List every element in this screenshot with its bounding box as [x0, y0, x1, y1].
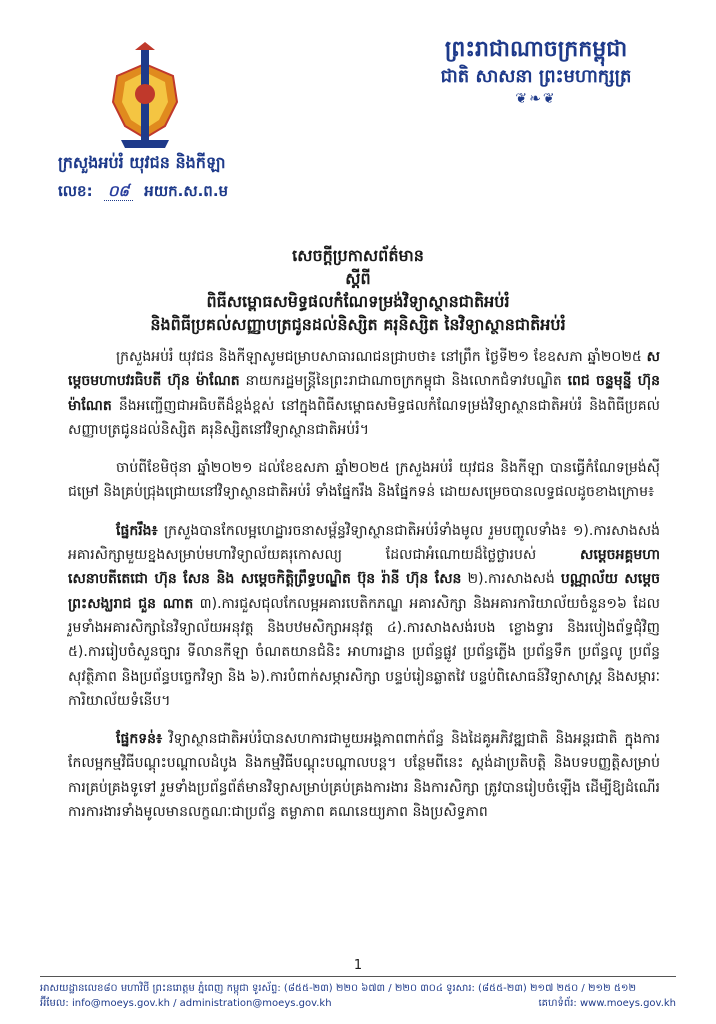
paragraph-1: [68, 345, 660, 442]
ref-suffix: អយក.ស.ព.ម: [144, 182, 229, 200]
title-line-4: និងពិធីប្រគល់សញ្ញាបត្រជូនដល់និស្សិត គរុនិស្សិត នៃវិទ្យាស្ថានជាតិអប់រំ: [150, 315, 566, 334]
p1-bold-a: សម្តេចមហាបវរធិបតី ហ៊ុន ម៉ាណែត: [68, 349, 660, 390]
p3-bold-a: សម្តេចអគ្គមហាសេនាបតីតេជោ ហ៊ុន សែន និង សម្តេចកិត្តិព្រឹទ្ធបណ្ឌិត ប៊ុន រ៉ានី ហ៊ុន សែន: [68, 547, 660, 588]
page-number: 1: [353, 958, 363, 973]
title-line-3: ពិធីសម្ពោធសមិទ្ធផលកំណែទម្រង់វិទ្យាស្ថានជាតិអប់រំ: [206, 292, 510, 311]
email-label: អ៊ីមែល:: [40, 998, 69, 1009]
reference-number: [58, 182, 228, 204]
kingdom-header: [386, 36, 686, 108]
footer-contacts: [40, 996, 676, 1011]
p1-text-c: នឹងអញ្ជើញជាអធិបតីដ៏ខ្ពង់ខ្ពស់ នៅក្នុងពិធីសម្ពោធសមិទ្ធផលកំណែទម្រង់វិទ្យាស្ថានជាតិអប់រំ និងពិធីប្រគល់សញ្ញាបត្រជូនដល់និស្សិត គរុនិស្សិតនៅវិទ្យាស្ថានជាតិអប់រំ។: [68, 397, 660, 438]
paragraph-2: ចាប់ពីខែមិថុនា ឆ្នាំ២០២១ ដល់ខែឧសភា ឆ្នាំ២០២៥ ក្រសួងអប់រំ យុវជន និងកីឡា បានធ្វើកំណែទម្រង់ស៊ីជម្រៅ និងគ្រប់ជ្រុងជ្រោយនៅវិទ្យាស្ថានជាតិអប់រំ ទាំងផ្នែករឹង និងផ្នែកទន់ ដោយសម្រេចបានលទ្ធផលដូចខាងក្រោម៖: [68, 460, 660, 501]
ministry-name: ក្រសួងអប់រំ យុវជន និងកីឡា: [58, 153, 226, 172]
p1-text-b: នាយករដ្ឋមន្ត្រីនៃព្រះរាជាណាចក្រកម្ពុជា និងលោកជំទាវបណ្ឌិត: [239, 373, 568, 390]
footer-address: អាសយដ្ឋានលេខ៨០ មហាវិថី ព្រះនរោត្តម ភ្នំពេញ កម្ពុជា ទូរស័ព្ទ: (៨៥៥-២៣) ២២០ ៦៧៣ / ២២០ ៣០៤ ទូរសារ: (៨៥៥-២៣) ២១៧ ២៥០ / ២១២ ៥១២: [40, 983, 637, 994]
p3-text-c: ៣).ការជួសជុលកែលម្អអគារបេតិកភណ្ឌ អគារសិក្សា និងអគារការិយាល័យចំនួន១៦ ដែលរួមទាំងអគារសិក្សានៃវិទ្យាល័យអនុវត្ត និងបឋមសិក្សាអនុវត្ត ៤).ការសាងសង់របង ខ្លោងទ្វារ និងរបៀងព័ទ្ធជុំវិញ ៥).ការរៀបចំសួនច្បារ ទីលានកីឡា ចំណតយានជំនិះ អាហារដ្ឋាន ប្រព័ន្ធផ្លូវ ប្រព័ន្ធភ្លើង ប្រព័ន្ធទឹក ប្រព័ន្ធលូ ប្រព័ន្ធសុវត្ថិភាព និងប្រព័ន្ធបច្ចេកវិទ្យា និង ៦).ការបំពាក់សម្ភារសិក្សា បន្ទប់រៀនឆ្លាតវៃ បន្ទប់ពិសោធន៍វិទ្យាសាស្ត្រ និងសម្ភារៈការិយាល័យទំនើប។: [68, 595, 660, 709]
web-link[interactable]: www.moeys.gov.kh: [579, 998, 676, 1009]
p4-text-a: វិទ្យាស្ថានជាតិអប់រំបានសហការជាមួយអង្គភាពពាក់ព័ន្ធ និងដៃគូអភិវឌ្ឍជាតិ និងអន្តរជាតិ ក្នុងការកែលម្អកម្មវិធីបណ្តុះបណ្តាលដំបូង និងកម្មវិធីបណ្តុះបណ្តាលបន្ត។ បន្ថែមពីនេះ ស្តង់ដាប្រតិបត្តិ និងបទបញ្ញត្តិសម្រាប់ការគ្រប់គ្រងទូទៅ រួមទាំងប្រព័ន្ធព័ត៌មានវិទ្យាសម្រាប់គ្រប់គ្រងការងារ និងការសិក្សា ត្រូវបានរៀបចំឡើង ដើម្បីឱ្យដំណើរការការងារទាំងមូលមានលក្ខណៈជាប្រព័ន្ធ តម្លាភាព គណនេយ្យភាព និងប្រសិទ្ធភាព: [68, 731, 660, 821]
kingdom-motto: ជាតិ សាសនា ព្រះមហាក្សត្រ: [440, 66, 632, 87]
ornament-divider: ❦❧❦: [515, 91, 557, 107]
paragraph-4: [68, 727, 660, 824]
paragraph-3: [68, 519, 660, 713]
p1-text-a: ក្រសួងអប់រំ យុវជន និងកីឡាសូមជម្រាបសាធារណជនជ្រាបថា៖ នៅព្រឹក ថ្ងៃទី២១ ខែឧសភា ឆ្នាំ២០២៥: [116, 349, 647, 365]
p3-heading: ផ្នែករឹង៖: [116, 522, 158, 539]
ref-label: លេខ:: [58, 182, 93, 200]
ref-number: ០៨: [104, 182, 133, 201]
title-line-2: ស្តីពី: [345, 269, 371, 288]
footer-email: [40, 996, 332, 1011]
ministry-logo: [103, 42, 187, 150]
document-body: [68, 345, 660, 838]
footer: [40, 976, 676, 1011]
p4-heading: ផ្នែកទន់៖: [116, 731, 163, 748]
kingdom-name: ព្រះរាជាណាចក្រកម្ពុជា: [444, 37, 628, 62]
p3-text-b: ២).ការសាងសង់: [461, 571, 561, 588]
web-label: គេហទំព័រ:: [538, 998, 577, 1009]
p1-bold-b: ពេជ ចន្ទមុន្នី ហ៊ុន ម៉ាណែត: [68, 373, 660, 414]
document-title: [40, 244, 676, 336]
title-line-1: សេចក្តីប្រកាសព័ត៌មាន: [292, 246, 424, 265]
p3-text-a: ក្រសួងបានកែលម្អហេដ្ឋារចនាសម្ព័ន្ធវិទ្យាស្ថានជាតិអប់រំទាំងមូល រួមបញ្ចូលទាំង៖ ១).ការសាងសង់អគារសិក្សាមួយខ្នងសម្រាប់មហាវិទ្យាល័យគរុកោសល្យ ដែលជាអំណោយដ៏ថ្លៃថ្លារបស់: [68, 522, 660, 564]
email-link[interactable]: info@moeys.gov.kh / administration@moeys.gov.kh: [71, 998, 332, 1009]
footer-web: [539, 996, 677, 1011]
p3-bold-b: បណ្ណាល័យ សម្តេចព្រះសង្ឃរាជ ជួន ណាត: [68, 571, 660, 612]
